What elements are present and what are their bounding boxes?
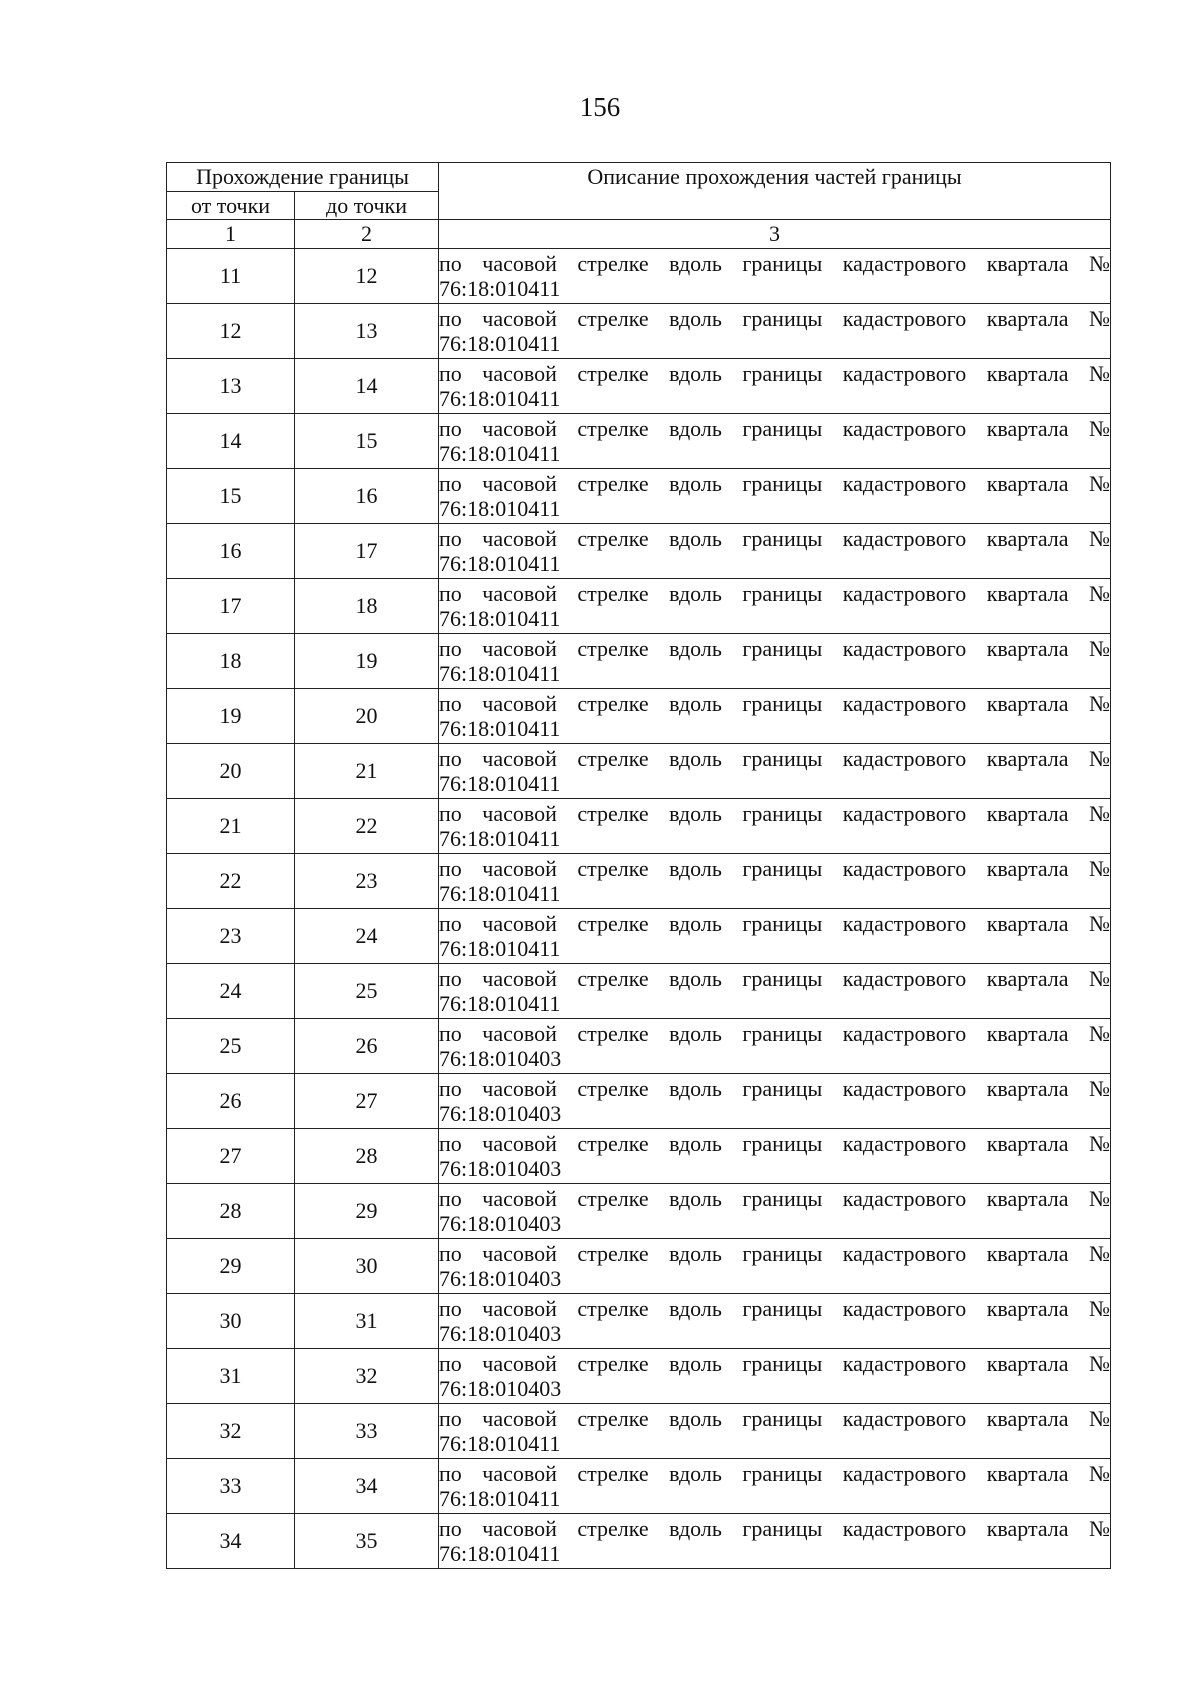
cadastral-quarter-number: 76:18:010411 bbox=[439, 331, 561, 356]
from-point-cell: 14 bbox=[167, 414, 295, 469]
description-cell bbox=[439, 469, 1111, 524]
table-row bbox=[167, 854, 1111, 909]
description-text: по часовой стрелке вдоль границы кадастрового квартала № bbox=[439, 306, 1111, 331]
table-row bbox=[167, 1349, 1111, 1404]
to-point-cell: 27 bbox=[295, 1074, 439, 1129]
cadastral-quarter-number: 76:18:010403 bbox=[439, 1046, 562, 1071]
cadastral-quarter-number: 76:18:010411 bbox=[439, 1486, 561, 1511]
header-from-point: от точки bbox=[167, 192, 295, 220]
from-point-cell: 19 bbox=[167, 689, 295, 744]
description-cell bbox=[439, 744, 1111, 799]
description-text: по часовой стрелке вдоль границы кадастрового квартала № bbox=[439, 251, 1111, 276]
table-row bbox=[167, 799, 1111, 854]
description-cell bbox=[439, 1294, 1111, 1349]
table-row bbox=[167, 304, 1111, 359]
to-point-cell: 35 bbox=[295, 1514, 439, 1569]
from-point-cell: 25 bbox=[167, 1019, 295, 1074]
header-col-number-3: 3 bbox=[439, 220, 1111, 249]
table-row bbox=[167, 1404, 1111, 1459]
description-cell bbox=[439, 799, 1111, 854]
description-text: по часовой стрелке вдоль границы кадастрового квартала № bbox=[439, 1021, 1111, 1046]
description-text: по часовой стрелке вдоль границы кадастрового квартала № bbox=[439, 1296, 1111, 1321]
description-cell bbox=[439, 1349, 1111, 1404]
description-text: по часовой стрелке вдоль границы кадастрового квартала № bbox=[439, 1186, 1111, 1211]
table-row bbox=[167, 414, 1111, 469]
boundary-table bbox=[166, 162, 1111, 1569]
cadastral-quarter-number: 76:18:010411 bbox=[439, 276, 561, 301]
description-text: по часовой стрелке вдоль границы кадастрового квартала № bbox=[439, 966, 1111, 991]
description-cell bbox=[439, 1184, 1111, 1239]
description-text: по часовой стрелке вдоль границы кадастрового квартала № bbox=[439, 581, 1111, 606]
from-point-cell: 20 bbox=[167, 744, 295, 799]
to-point-cell: 21 bbox=[295, 744, 439, 799]
page-number: 156 bbox=[579, 92, 621, 122]
description-cell bbox=[439, 1239, 1111, 1294]
to-point-cell: 33 bbox=[295, 1404, 439, 1459]
from-point-cell: 18 bbox=[167, 634, 295, 689]
to-point-cell: 26 bbox=[295, 1019, 439, 1074]
table-row bbox=[167, 579, 1111, 634]
from-point-cell: 32 bbox=[167, 1404, 295, 1459]
cadastral-quarter-number: 76:18:010411 bbox=[439, 1431, 561, 1456]
description-text: по часовой стрелке вдоль границы кадастрового квартала № bbox=[439, 1461, 1111, 1486]
to-point-cell: 23 bbox=[295, 854, 439, 909]
to-point-cell: 14 bbox=[295, 359, 439, 414]
description-cell bbox=[439, 1459, 1111, 1514]
description-text: по часовой стрелке вдоль границы кадастрового квартала № bbox=[439, 416, 1111, 441]
cadastral-quarter-number: 76:18:010403 bbox=[439, 1101, 562, 1126]
description-text: по часовой стрелке вдоль границы кадастрового квартала № bbox=[439, 801, 1111, 826]
description-cell bbox=[439, 1074, 1111, 1129]
header-description: Описание прохождения частей границы bbox=[439, 163, 1111, 220]
cadastral-quarter-number: 76:18:010411 bbox=[439, 771, 561, 796]
description-text: по часовой стрелке вдоль границы кадастрового квартала № bbox=[439, 636, 1111, 661]
to-point-cell: 17 bbox=[295, 524, 439, 579]
from-point-cell: 21 bbox=[167, 799, 295, 854]
table-row bbox=[167, 1129, 1111, 1184]
description-cell bbox=[439, 304, 1111, 359]
to-point-cell: 25 bbox=[295, 964, 439, 1019]
cadastral-quarter-number: 76:18:010411 bbox=[439, 661, 561, 686]
description-cell bbox=[439, 249, 1111, 304]
to-point-cell: 15 bbox=[295, 414, 439, 469]
cadastral-quarter-number: 76:18:010411 bbox=[439, 991, 561, 1016]
from-point-cell: 23 bbox=[167, 909, 295, 964]
from-point-cell: 13 bbox=[167, 359, 295, 414]
description-text: по часовой стрелке вдоль границы кадастрового квартала № bbox=[439, 1351, 1111, 1376]
from-point-cell: 17 bbox=[167, 579, 295, 634]
from-point-cell: 29 bbox=[167, 1239, 295, 1294]
description-cell bbox=[439, 1404, 1111, 1459]
cadastral-quarter-number: 76:18:010411 bbox=[439, 606, 561, 631]
description-text: по часовой стрелке вдоль границы кадастрового квартала № bbox=[439, 1076, 1111, 1101]
description-cell bbox=[439, 524, 1111, 579]
table-row bbox=[167, 964, 1111, 1019]
description-cell bbox=[439, 414, 1111, 469]
to-point-cell: 19 bbox=[295, 634, 439, 689]
to-point-cell: 24 bbox=[295, 909, 439, 964]
description-cell bbox=[439, 1129, 1111, 1184]
table-row bbox=[167, 469, 1111, 524]
table-row bbox=[167, 1294, 1111, 1349]
cadastral-quarter-number: 76:18:010403 bbox=[439, 1321, 562, 1346]
to-point-cell: 12 bbox=[295, 249, 439, 304]
cadastral-quarter-number: 76:18:010411 bbox=[439, 386, 561, 411]
to-point-cell: 13 bbox=[295, 304, 439, 359]
table-row bbox=[167, 909, 1111, 964]
description-text: по часовой стрелке вдоль границы кадастрового квартала № bbox=[439, 361, 1111, 386]
description-text: по часовой стрелке вдоль границы кадастрового квартала № bbox=[439, 1516, 1111, 1541]
cadastral-quarter-number: 76:18:010411 bbox=[439, 826, 561, 851]
cadastral-quarter-number: 76:18:010403 bbox=[439, 1211, 562, 1236]
header-col-number-2: 2 bbox=[295, 220, 439, 249]
table-row bbox=[167, 744, 1111, 799]
cadastral-quarter-number: 76:18:010411 bbox=[439, 716, 561, 741]
to-point-cell: 16 bbox=[295, 469, 439, 524]
description-text: по часовой стрелке вдоль границы кадастрового квартала № bbox=[439, 856, 1111, 881]
table-row bbox=[167, 689, 1111, 744]
description-cell bbox=[439, 854, 1111, 909]
description-text: по часовой стрелке вдоль границы кадастрового квартала № bbox=[439, 471, 1111, 496]
table-row bbox=[167, 1514, 1111, 1569]
from-point-cell: 27 bbox=[167, 1129, 295, 1184]
to-point-cell: 28 bbox=[295, 1129, 439, 1184]
from-point-cell: 11 bbox=[167, 249, 295, 304]
cadastral-quarter-number: 76:18:010403 bbox=[439, 1266, 562, 1291]
from-point-cell: 12 bbox=[167, 304, 295, 359]
table-header bbox=[167, 163, 1111, 249]
description-cell bbox=[439, 689, 1111, 744]
description-cell bbox=[439, 579, 1111, 634]
description-cell bbox=[439, 359, 1111, 414]
table-row bbox=[167, 1074, 1111, 1129]
description-cell bbox=[439, 909, 1111, 964]
table-row bbox=[167, 1019, 1111, 1074]
description-cell bbox=[439, 964, 1111, 1019]
description-text: по часовой стрелке вдоль границы кадастрового квартала № bbox=[439, 1131, 1111, 1156]
table-body bbox=[167, 249, 1111, 1569]
header-to-point: до точки bbox=[295, 192, 439, 220]
from-point-cell: 22 bbox=[167, 854, 295, 909]
table-row bbox=[167, 1184, 1111, 1239]
from-point-cell: 15 bbox=[167, 469, 295, 524]
to-point-cell: 30 bbox=[295, 1239, 439, 1294]
from-point-cell: 16 bbox=[167, 524, 295, 579]
description-text: по часовой стрелке вдоль границы кадастрового квартала № bbox=[439, 1241, 1111, 1266]
to-point-cell: 20 bbox=[295, 689, 439, 744]
table-row bbox=[167, 249, 1111, 304]
header-col-number-1: 1 bbox=[167, 220, 295, 249]
from-point-cell: 33 bbox=[167, 1459, 295, 1514]
to-point-cell: 31 bbox=[295, 1294, 439, 1349]
from-point-cell: 30 bbox=[167, 1294, 295, 1349]
table-row bbox=[167, 524, 1111, 579]
to-point-cell: 29 bbox=[295, 1184, 439, 1239]
cadastral-quarter-number: 76:18:010411 bbox=[439, 441, 561, 466]
to-point-cell: 34 bbox=[295, 1459, 439, 1514]
to-point-cell: 18 bbox=[295, 579, 439, 634]
to-point-cell: 22 bbox=[295, 799, 439, 854]
from-point-cell: 31 bbox=[167, 1349, 295, 1404]
cadastral-quarter-number: 76:18:010403 bbox=[439, 1156, 562, 1181]
to-point-cell: 32 bbox=[295, 1349, 439, 1404]
table-row bbox=[167, 359, 1111, 414]
description-text: по часовой стрелке вдоль границы кадастрового квартала № bbox=[439, 911, 1111, 936]
cadastral-quarter-number: 76:18:010411 bbox=[439, 551, 561, 576]
from-point-cell: 34 bbox=[167, 1514, 295, 1569]
cadastral-quarter-number: 76:18:010411 bbox=[439, 1541, 561, 1566]
description-text: по часовой стрелке вдоль границы кадастрового квартала № bbox=[439, 1406, 1111, 1431]
table-row bbox=[167, 634, 1111, 689]
cadastral-quarter-number: 76:18:010411 bbox=[439, 496, 561, 521]
description-text: по часовой стрелке вдоль границы кадастрового квартала № bbox=[439, 746, 1111, 771]
description-cell bbox=[439, 1514, 1111, 1569]
cadastral-quarter-number: 76:18:010403 bbox=[439, 1376, 562, 1401]
cadastral-quarter-number: 76:18:010411 bbox=[439, 936, 561, 961]
description-cell bbox=[439, 634, 1111, 689]
table-row bbox=[167, 1459, 1111, 1514]
from-point-cell: 24 bbox=[167, 964, 295, 1019]
description-cell bbox=[439, 1019, 1111, 1074]
cadastral-quarter-number: 76:18:010411 bbox=[439, 881, 561, 906]
header-boundary-passage: Прохождение границы bbox=[167, 163, 439, 192]
description-text: по часовой стрелке вдоль границы кадастрового квартала № bbox=[439, 526, 1111, 551]
from-point-cell: 26 bbox=[167, 1074, 295, 1129]
description-text: по часовой стрелке вдоль границы кадастрового квартала № bbox=[439, 691, 1111, 716]
table-row bbox=[167, 1239, 1111, 1294]
from-point-cell: 28 bbox=[167, 1184, 295, 1239]
